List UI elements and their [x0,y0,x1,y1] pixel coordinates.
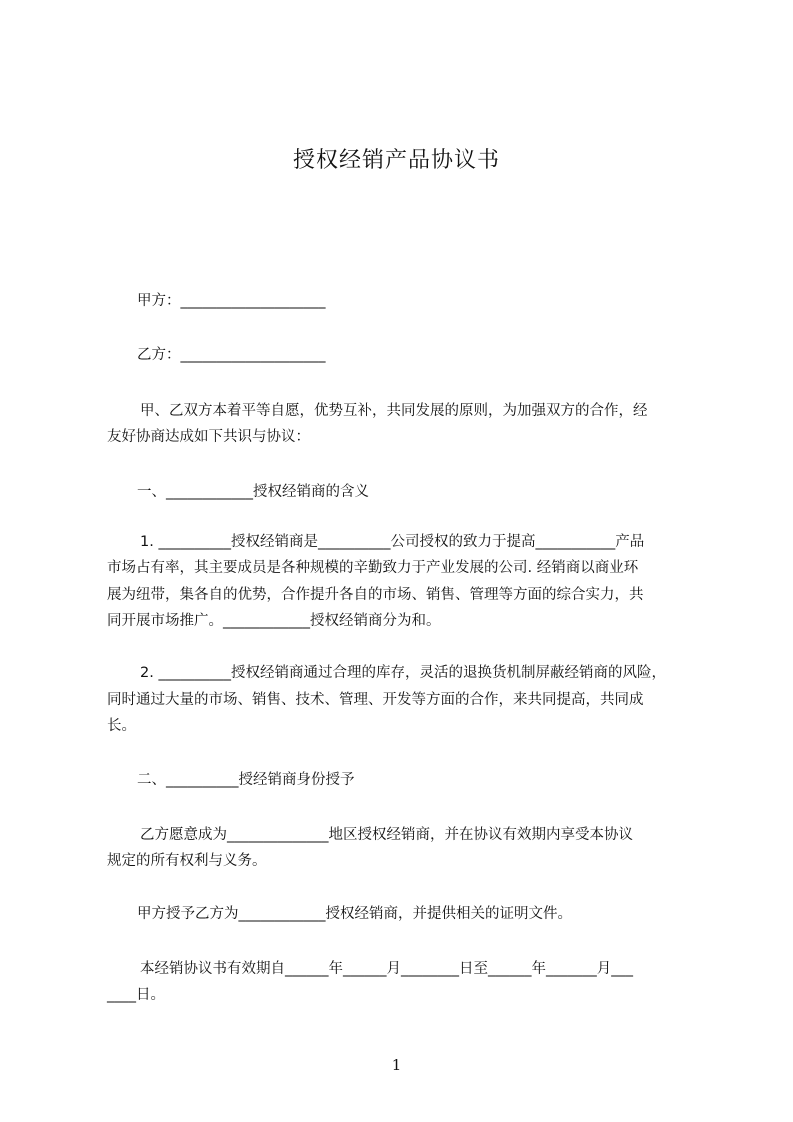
section-1-paragraph-2-line-2: 同时通过大量的市场、销售、技术、管理、开发等方面的合作，来共同提高，共同成 [107,692,644,708]
section-2-paragraph-3-line-1: 本经销协议书有效期自______年______月________日至______年_______月___ [140,961,633,977]
section-1-paragraph-1-line-1: 1. __________授权经销商是__________公司授权的致力于提高___________产品 [140,534,645,550]
section-1-paragraph-2-line-3: 长。 [107,718,136,734]
party-b-line: 乙方：____________________ [137,347,326,363]
section-1-paragraph-1-line-3: 展为纽带，集各自的优势，合作提升各自的市场、销售、管理等方面的综合实力，共 [107,587,644,603]
section-1-paragraph-1-line-4: 同开展市场推广。____________授权经销商分为和。 [107,613,441,629]
section-2-paragraph-3-line-2: ____日。 [107,987,165,1003]
section-2-paragraph-1-line-1: 乙方愿意成为______________地区授权经销商，并在协议有效期内享受本协议 [140,827,633,843]
document-title: 授权经销产品协议书 [292,148,500,173]
page-number: 1 [391,1056,402,1074]
party-a-line: 甲方：____________________ [137,293,326,309]
section-1-heading: 一、____________授权经销商的含义 [137,484,369,500]
section-2-paragraph-1-line-2: 规定的所有权利与义务。 [107,853,267,869]
section-1-paragraph-1-line-2: 市场占有率，其主要成员是各种规模的辛勤致力于产业发展的公司. 经销商以商业环 [107,560,639,576]
section-2-heading: 二、__________授经销商身份授予 [137,772,355,788]
intro-line-2: 友好协商达成如下共识与协议： [107,429,310,445]
section-2-paragraph-2-line-1: 甲方授予乙方为____________授权经销商，并提供相关的证明文件。 [137,906,572,922]
intro-line-1: 甲、乙双方本着平等自愿，优势互补，共同发展的原则，为加强双方的合作，经 [140,403,648,419]
section-1-paragraph-2-line-1: 2. __________授权经销商通过合理的库存，灵活的退换货机制屏蔽经销商的风险， [140,665,666,681]
